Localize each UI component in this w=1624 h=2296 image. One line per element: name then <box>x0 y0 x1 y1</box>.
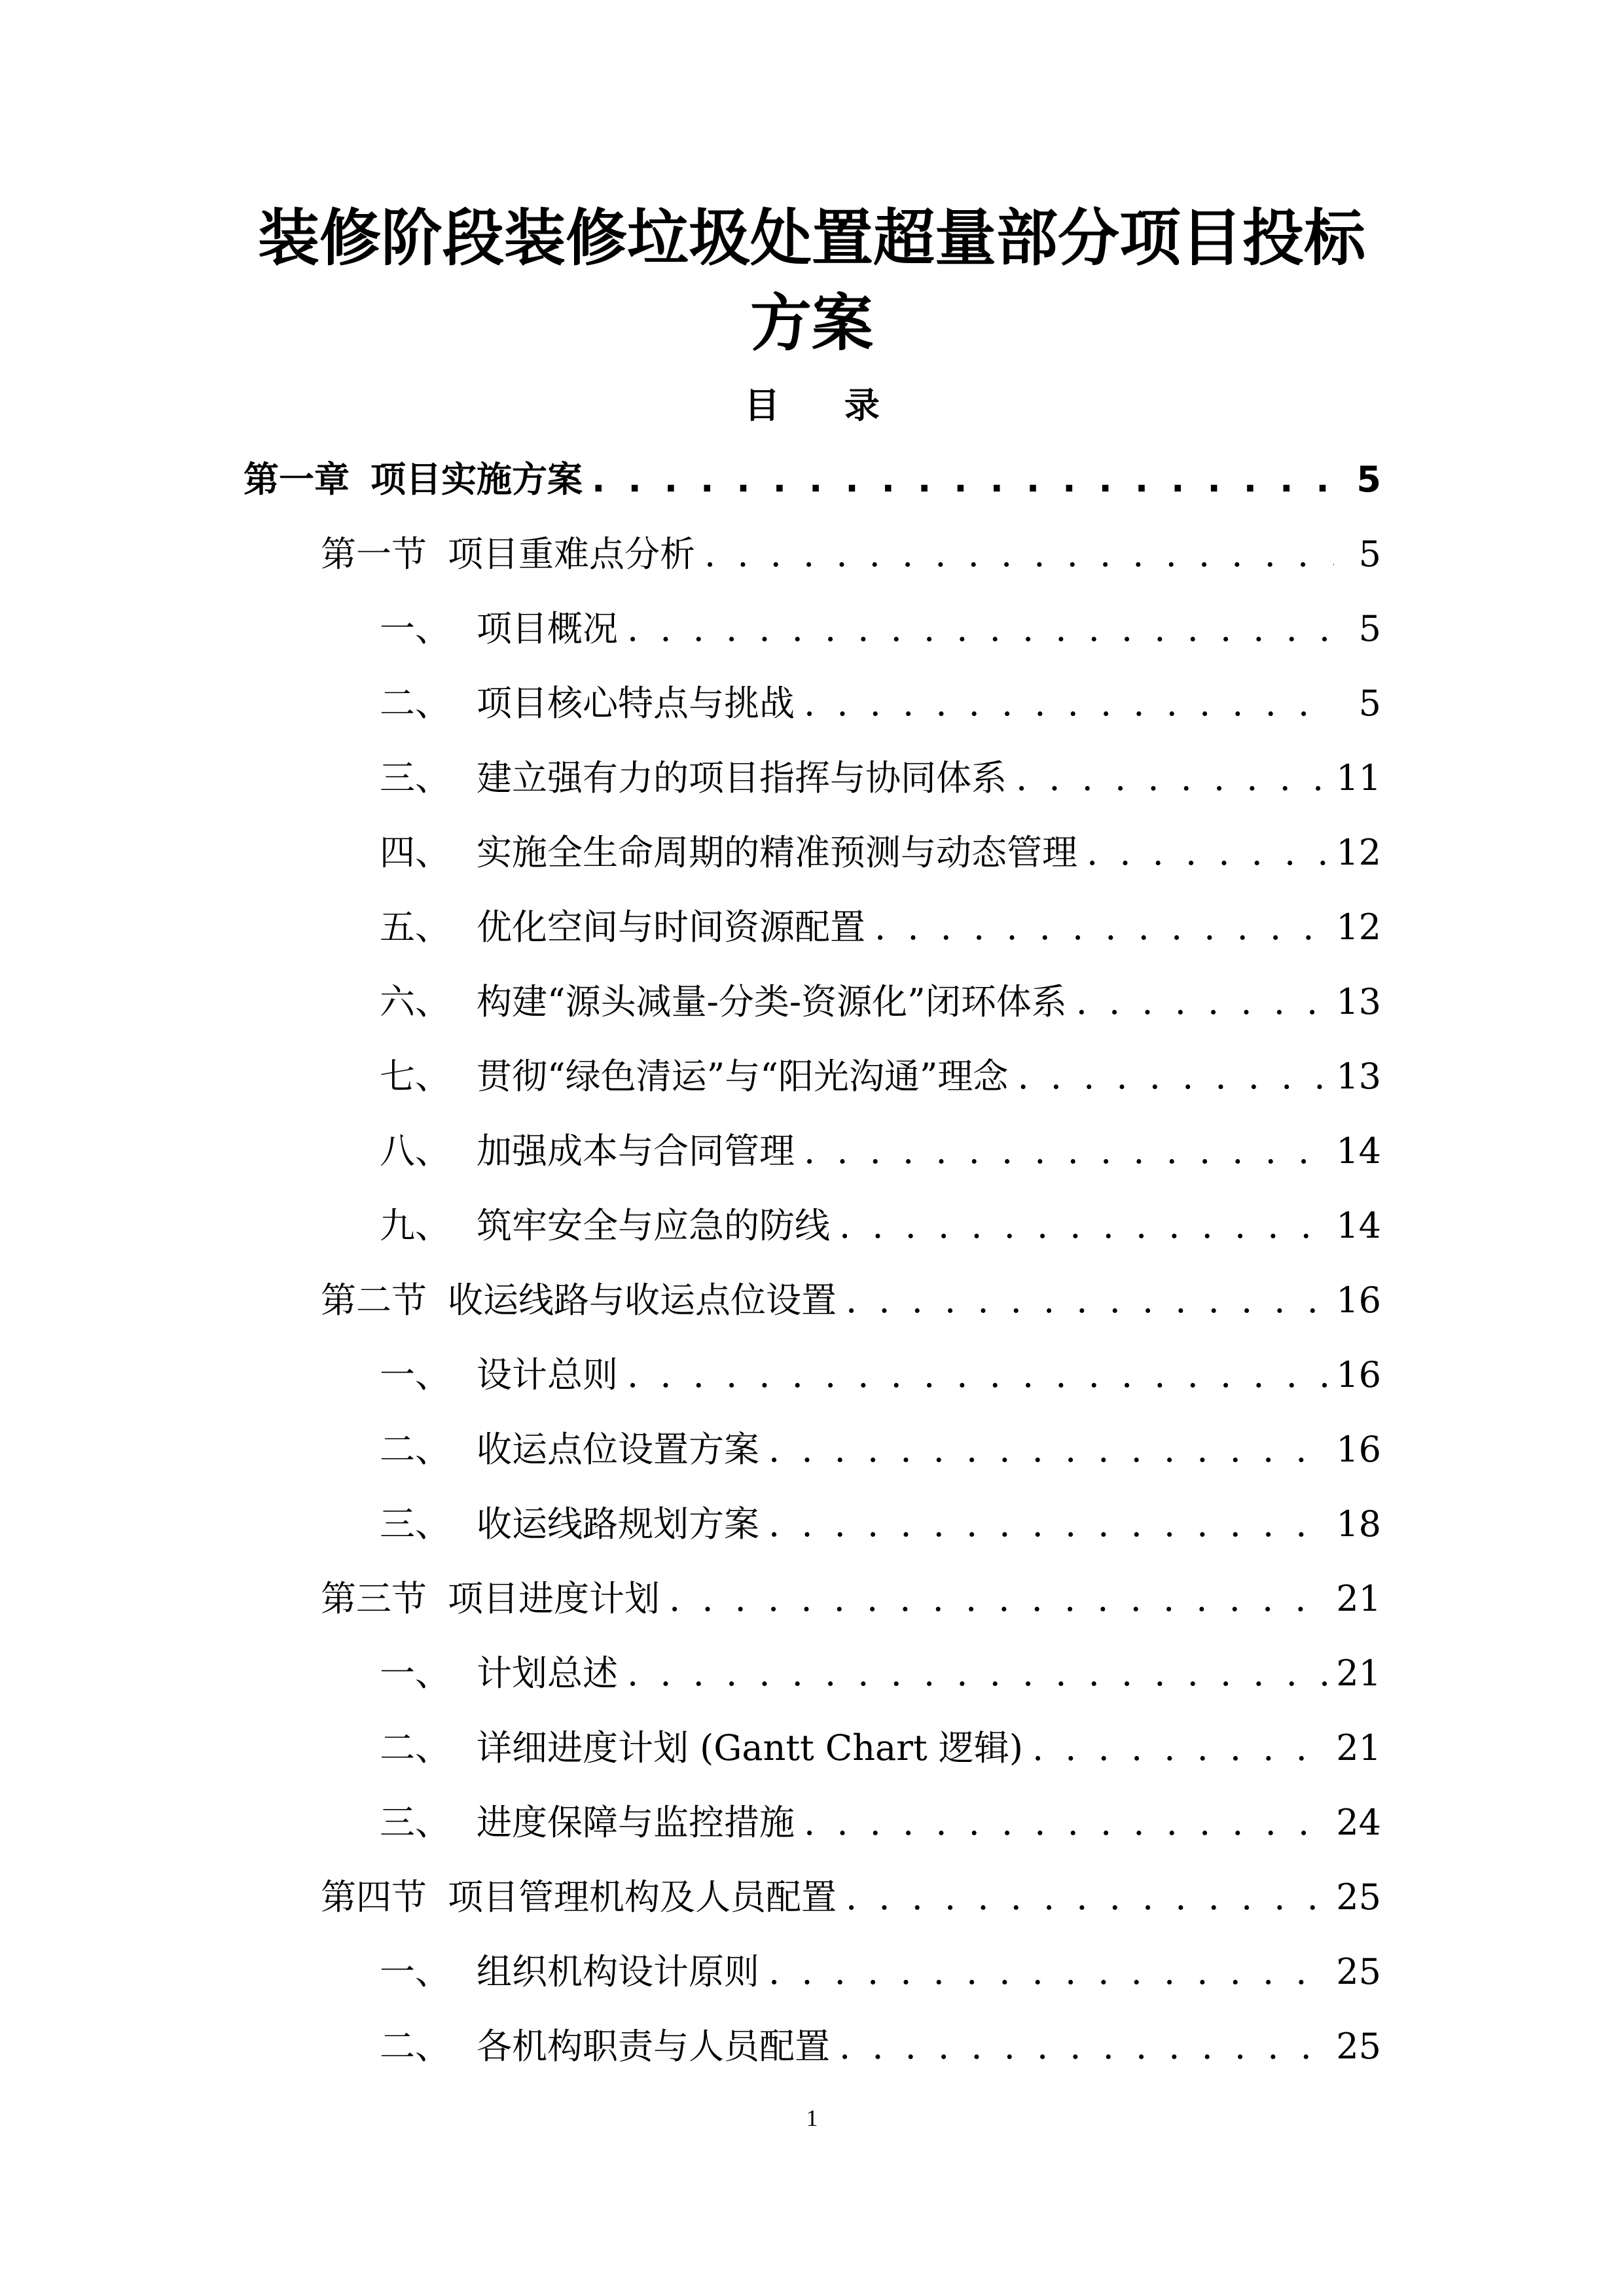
toc-entry[interactable] <box>244 1570 1381 1644</box>
toc-entry[interactable] <box>244 823 1381 898</box>
toc-entry-number: 第一节 <box>321 533 427 575</box>
toc-entry-page: 12 <box>1336 906 1381 948</box>
toc-dot-leader <box>627 600 1334 658</box>
toc-dot-leader <box>768 1420 1327 1479</box>
page-number: 1 <box>806 2105 818 2131</box>
toc-entry[interactable] <box>244 1196 1381 1271</box>
toc-entry-title: 项目进度计划 <box>448 1578 660 1619</box>
toc-dot-leader <box>846 1868 1327 1927</box>
toc-entry[interactable] <box>244 1943 1381 2017</box>
toc-entry-page: 14 <box>1336 1205 1381 1246</box>
toc-entry-number: 三、 <box>380 757 450 798</box>
toc-entry[interactable] <box>244 749 1381 823</box>
toc-entry-title: 贯彻“绿色清运”与“阳光沟通”理念 <box>477 1056 1009 1097</box>
toc-entry-number: 九、 <box>380 1205 450 1246</box>
toc-entry-page: 21 <box>1336 1727 1381 1768</box>
toc-dot-leader <box>1017 1047 1327 1106</box>
toc-entry-title: 优化空间与时间资源配置 <box>477 906 865 948</box>
toc-entry-title: 构建“源头减量-分类-资源化”闭环体系 <box>477 981 1067 1022</box>
toc-entry[interactable] <box>244 1793 1381 1868</box>
toc-entry[interactable] <box>244 1346 1381 1420</box>
toc-entry[interactable] <box>244 600 1381 674</box>
toc-entry[interactable] <box>244 1644 1381 1719</box>
toc-entry-title: 计划总述 <box>477 1653 618 1694</box>
toc-entry[interactable] <box>244 674 1381 749</box>
toc-heading: 目 录 <box>744 385 906 426</box>
toc-entry-number: 四、 <box>380 832 450 873</box>
toc-entry-page: 21 <box>1336 1578 1381 1619</box>
toc-entry-title: 项目核心特点与挑战 <box>477 683 795 724</box>
toc-entry[interactable] <box>244 898 1381 973</box>
toc-entry[interactable] <box>244 1868 1381 1943</box>
toc-dot-leader <box>592 450 1334 509</box>
toc-entry[interactable] <box>244 1271 1381 1346</box>
toc-entry-page: 25 <box>1336 2026 1381 2067</box>
toc-dot-leader <box>875 898 1327 957</box>
toc-entry-number: 一、 <box>380 608 450 649</box>
toc-entry-title: 详细进度计划 (Gantt Chart 逻辑) <box>477 1727 1023 1768</box>
toc-entry-title: 建立强有力的项目指挥与协同体系 <box>477 757 1007 798</box>
toc-entry-page: 21 <box>1336 1653 1381 1694</box>
toc-entry-title: 各机构职责与人员配置 <box>477 2026 830 2067</box>
toc-entry-number: 七、 <box>380 1056 450 1097</box>
toc-entry-title: 进度保障与监控措施 <box>477 1802 795 1843</box>
toc-entry[interactable] <box>244 1047 1381 1122</box>
toc-entry-number: 五、 <box>380 906 450 948</box>
toc-entry-page: 24 <box>1336 1802 1381 1843</box>
toc-entry-number: 第四节 <box>321 1876 427 1918</box>
toc-dot-leader <box>804 674 1334 733</box>
toc-entry-page: 14 <box>1336 1130 1381 1172</box>
toc-entry-title: 设计总则 <box>477 1354 618 1395</box>
toc-entry-number: 二、 <box>380 683 450 724</box>
toc-entry-page: 25 <box>1336 1951 1381 1992</box>
toc-entry-page: 16 <box>1336 1354 1381 1395</box>
toc-entry-number: 六、 <box>380 981 450 1022</box>
toc-entry-number: 二、 <box>380 2026 450 2067</box>
toc-dot-leader <box>839 2017 1327 2076</box>
toc-entry-page: 5 <box>1358 683 1381 724</box>
toc-entry-title: 收运线路与收运点位设置 <box>448 1280 837 1321</box>
toc-entry-number: 三、 <box>380 1802 450 1843</box>
toc-entry-title: 收运点位设置方案 <box>477 1429 759 1470</box>
toc-entry-number: 一、 <box>380 1951 450 1992</box>
toc-entry-title: 项目实施方案 <box>370 459 583 500</box>
toc-dot-leader <box>1087 823 1327 882</box>
toc-entry-page: 16 <box>1336 1280 1381 1321</box>
toc-entry-title: 项目概况 <box>477 608 618 649</box>
toc-dot-leader <box>768 1943 1327 2001</box>
toc-entry-number: 二、 <box>380 1727 450 1768</box>
toc-entry-number: 三、 <box>380 1503 450 1545</box>
toc-entry-title: 项目管理机构及人员配置 <box>448 1876 837 1918</box>
toc-dot-leader <box>704 525 1334 584</box>
table-of-contents <box>244 450 1381 2092</box>
toc-entry[interactable] <box>244 2017 1381 2092</box>
toc-entry-page: 12 <box>1336 832 1381 873</box>
toc-entry-number: 一、 <box>380 1653 450 1694</box>
toc-dot-leader <box>627 1346 1327 1405</box>
toc-dot-leader <box>1076 973 1327 1031</box>
toc-entry-title: 实施全生命周期的精准预测与动态管理 <box>477 832 1077 873</box>
toc-entry-page: 5 <box>1356 459 1381 500</box>
toc-dot-leader <box>804 1793 1327 1852</box>
toc-dot-leader <box>768 1495 1327 1554</box>
toc-entry-page: 5 <box>1358 533 1381 575</box>
toc-dot-leader <box>1032 1719 1327 1778</box>
toc-entry-number: 第三节 <box>321 1578 427 1619</box>
toc-entry-number: 第二节 <box>321 1280 427 1321</box>
toc-entry-title: 收运线路规划方案 <box>477 1503 759 1545</box>
toc-entry-number: 二、 <box>380 1429 450 1470</box>
toc-dot-leader <box>669 1570 1327 1628</box>
toc-entry-page: 25 <box>1336 1876 1381 1918</box>
toc-entry[interactable] <box>244 1719 1381 1793</box>
document-title: 装修阶段装修垃圾处置超量部分项目投标 <box>257 203 1365 274</box>
toc-entry-title: 筑牢安全与应急的防线 <box>477 1205 830 1246</box>
toc-entry[interactable] <box>244 450 1381 525</box>
toc-entry-number: 八、 <box>380 1130 450 1172</box>
toc-dot-leader <box>839 1196 1327 1255</box>
toc-entry-number: 一、 <box>380 1354 450 1395</box>
toc-entry-page: 11 <box>1336 757 1381 798</box>
toc-dot-leader <box>1016 749 1327 808</box>
toc-entry-page: 13 <box>1336 1056 1381 1097</box>
toc-entry[interactable] <box>244 1122 1381 1196</box>
toc-entry-title: 项目重难点分析 <box>448 533 695 575</box>
toc-entry-page: 16 <box>1336 1429 1381 1470</box>
toc-entry-page: 13 <box>1336 981 1381 1022</box>
toc-entry-page: 5 <box>1358 608 1381 649</box>
toc-dot-leader <box>804 1122 1327 1181</box>
toc-entry-title: 组织机构设计原则 <box>477 1951 759 1992</box>
toc-entry-number: 第一章 <box>244 459 350 500</box>
toc-entry[interactable] <box>244 525 1381 600</box>
toc-dot-leader <box>627 1644 1327 1703</box>
document-title-continued: 方案 <box>749 288 873 359</box>
toc-dot-leader <box>846 1271 1327 1330</box>
toc-entry[interactable] <box>244 973 1381 1047</box>
toc-entry[interactable] <box>244 1495 1381 1570</box>
toc-entry-page: 18 <box>1336 1503 1381 1545</box>
toc-entry-title: 加强成本与合同管理 <box>477 1130 795 1172</box>
toc-entry[interactable] <box>244 1420 1381 1495</box>
